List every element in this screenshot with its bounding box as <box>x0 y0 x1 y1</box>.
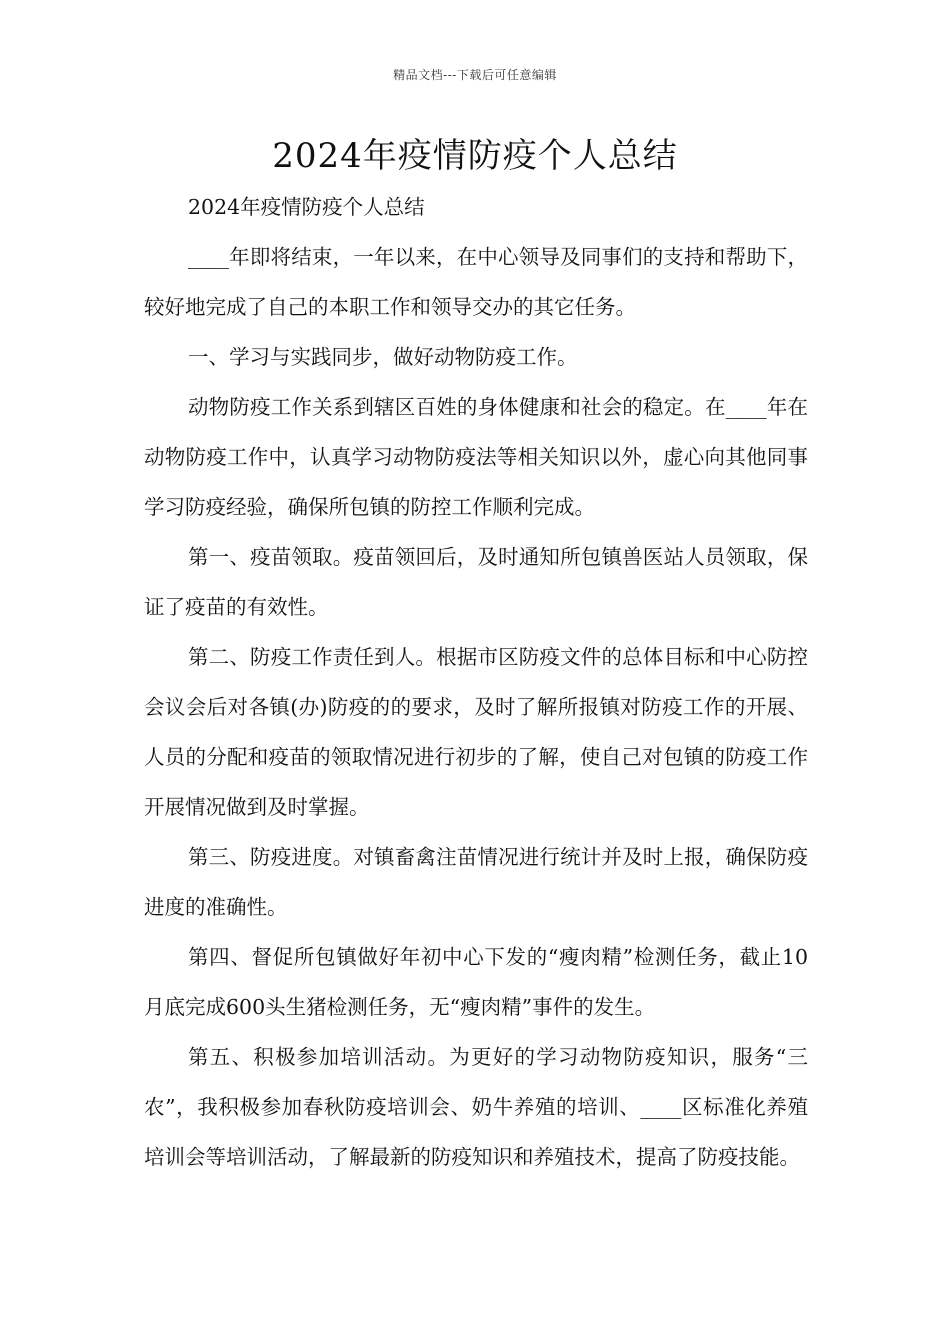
document-body <box>144 182 808 1182</box>
paragraph-item-5: 第五、积极参加培训活动。为更好的学习动物防疫知识，服务“三农”，我积极参加春秋防疫培训会、奶牛养殖的培训、____区标准化养殖培训会等培训活动，了解最新的防疫知识和养殖技术，提高了防疫技能。 <box>144 1045 808 1169</box>
section-heading-1: 一、学习与实践同步，做好动物防疫工作。 <box>188 345 578 369</box>
paragraph-item-1: 第一、疫苗领取。疫苗领回后，及时通知所包镇兽医站人员领取，保证了疫苗的有效性。 <box>144 545 808 619</box>
header-note: 精品文档---下载后可任意编辑 <box>393 68 557 82</box>
paragraph-intro: ____年即将结束，一年以来，在中心领导及同事们的支持和帮助下，较好地完成了自己的本职工作和领导交办的其它任务。 <box>144 245 808 319</box>
paragraph-item-3: 第三、防疫进度。对镇畜禽注苗情况进行统计并及时上报，确保防疫进度的准确性。 <box>144 845 808 919</box>
paragraph-item-4: 第四、督促所包镇做好年初中心下发的“瘦肉精”检测任务，截止10月底完成600头生猪检测任务，无“瘦肉精”事件的发生。 <box>144 945 808 1019</box>
paragraph-section-1: 动物防疫工作关系到辖区百姓的身体健康和社会的稳定。在____年在动物防疫工作中，认真学习动物防疫法等相关知识以外，虚心向其他同事学习防疫经验，确保所包镇的防控工作顺利完成。 <box>144 395 808 519</box>
document-title: 2024年疫情防疫个人总结 <box>272 136 678 176</box>
paragraph-item-2: 第二、防疫工作责任到人。根据市区防疫文件的总体目标和中心防控会议会后对各镇(办)防疫的的要求，及时了解所报镇对防疫工作的开展、人员的分配和疫苗的领取情况进行初步的了解，使自己对包镇的防疫工作开展情况做到及时掌握。 <box>144 645 808 819</box>
subtitle-paragraph: 2024年疫情防疫个人总结 <box>188 195 425 219</box>
